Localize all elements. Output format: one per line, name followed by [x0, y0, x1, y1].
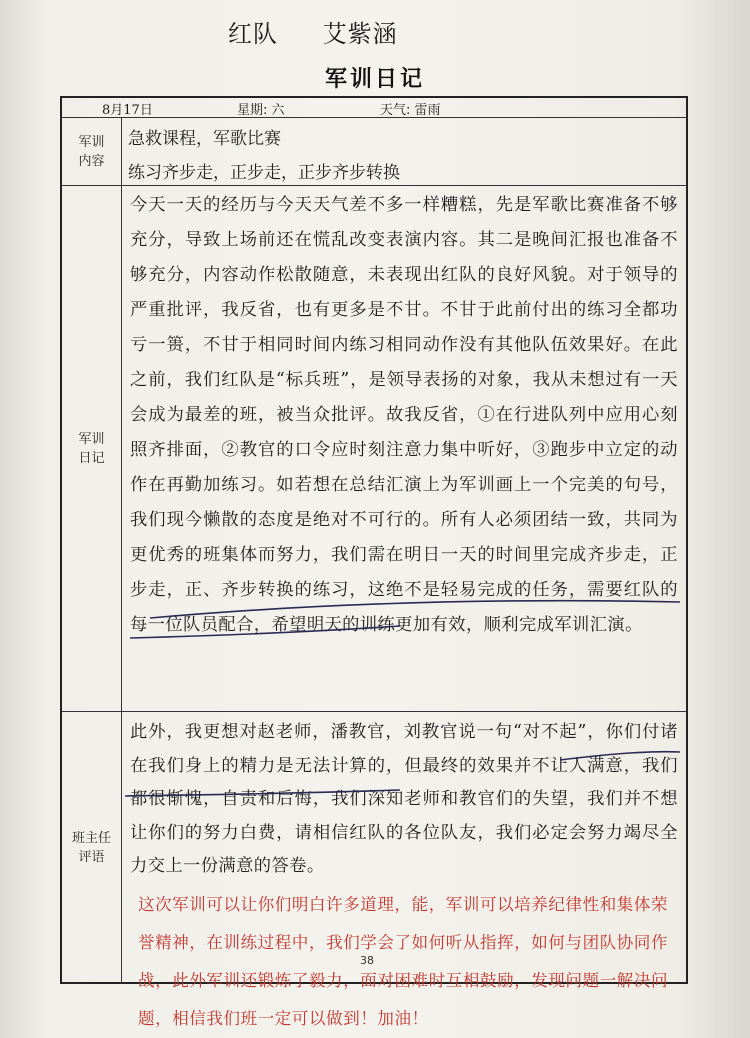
header-names: [228, 14, 434, 49]
comment-label-text: 班主任 评语: [71, 831, 111, 865]
teacher-comment-text: 这次军训可以让你们明白许多道理，能，军训可以培养纪律性和集体荣誉精神，在训练过程中，我们学会了如何听从指挥，如何与团队协同作战，此外军训还锻炼了毅力，面对困难时互相鼓励，发现问题一解决问题，相信我们班一定可以做到！加油！: [138, 895, 669, 1028]
content-label: [62, 118, 122, 185]
weekday-label: 星期:: [237, 103, 268, 118]
comment-body: [124, 712, 682, 1028]
weather-value: 雷雨: [414, 103, 441, 118]
content-line-1: 急救课程，军歌比赛: [128, 129, 281, 149]
content-body: [124, 118, 682, 185]
diary-body: [124, 186, 682, 711]
diary-sheet: [60, 96, 688, 1028]
date-row: [62, 98, 686, 118]
student-name: 艾紫涵: [322, 20, 398, 48]
weather-label: 天气:: [380, 103, 411, 118]
comment-label: [62, 712, 122, 984]
diary-row: [62, 186, 686, 712]
weather-field: [380, 99, 441, 118]
date-value: 8月17日: [102, 103, 153, 118]
diary-label-text: 军训 日记: [78, 431, 105, 466]
comment-row: [62, 712, 686, 1028]
diary-label: [62, 186, 122, 711]
content-label-text: 军训 内容: [78, 134, 105, 169]
content-row: [62, 118, 686, 186]
weekday-field: [237, 99, 285, 118]
page-title: 军训日记: [324, 67, 425, 92]
team-name: 红队: [228, 20, 278, 48]
weekday-value: 六: [271, 103, 285, 118]
content-line-2: 练习齐步走，正步走，正步齐步转换: [128, 163, 400, 183]
page-number: 38: [360, 954, 374, 967]
student-comment-text: 此外，我更想对赵老师，潘教官，刘教官说一句“对不起”，你们付诸在我们身上的精力是无法计算的，但最终的效果并不让人满意，我们都很惭愧，自责和后悔，我们深知老师和教官们的失望，我们并不想让你们的努力白费，请相信红队的各位队友，我们必定会努力竭尽全力交上一份满意的答卷。: [130, 722, 678, 876]
diary-text: 今天一天的经历与今天天气差不多一样糟糕，先是军歌比赛准备不够充分，导致上场前还在慌乱改变表演内容。其二是晚间汇报也准备不够充分，内容动作松散随意，未表现出红队的良好风貌。对于领导的严重批评，我反省，也有更多是不甘。不甘于此前付出的练习全都功亏一篑，不甘于相同时间内练习相同动作没有其他队伍效果好。在此之前，我们红队是“标兵班”，是领导表扬的对象，我从未想过有一天会成为最差的班，被当众批评。故我反省，①在行进队列中应用心刻照齐排面，②教官的口令应时刻注意力集中听好，③跑步中立定的动作在再勤加练习。如若想在总结汇演上为军训画上一个完美的句号，我们现今懒散的态度是绝对不可行的。所有人必须团结一致，共同为更优秀的班集体而努力，我们需在明日一天的时间里完成齐步走，正步走，正、齐步转换的练习，这绝不是轻易完成的任务，需要红队的每一位队员配合，希望明天的训练更加有效，顺利完成军训汇演。: [130, 195, 678, 635]
